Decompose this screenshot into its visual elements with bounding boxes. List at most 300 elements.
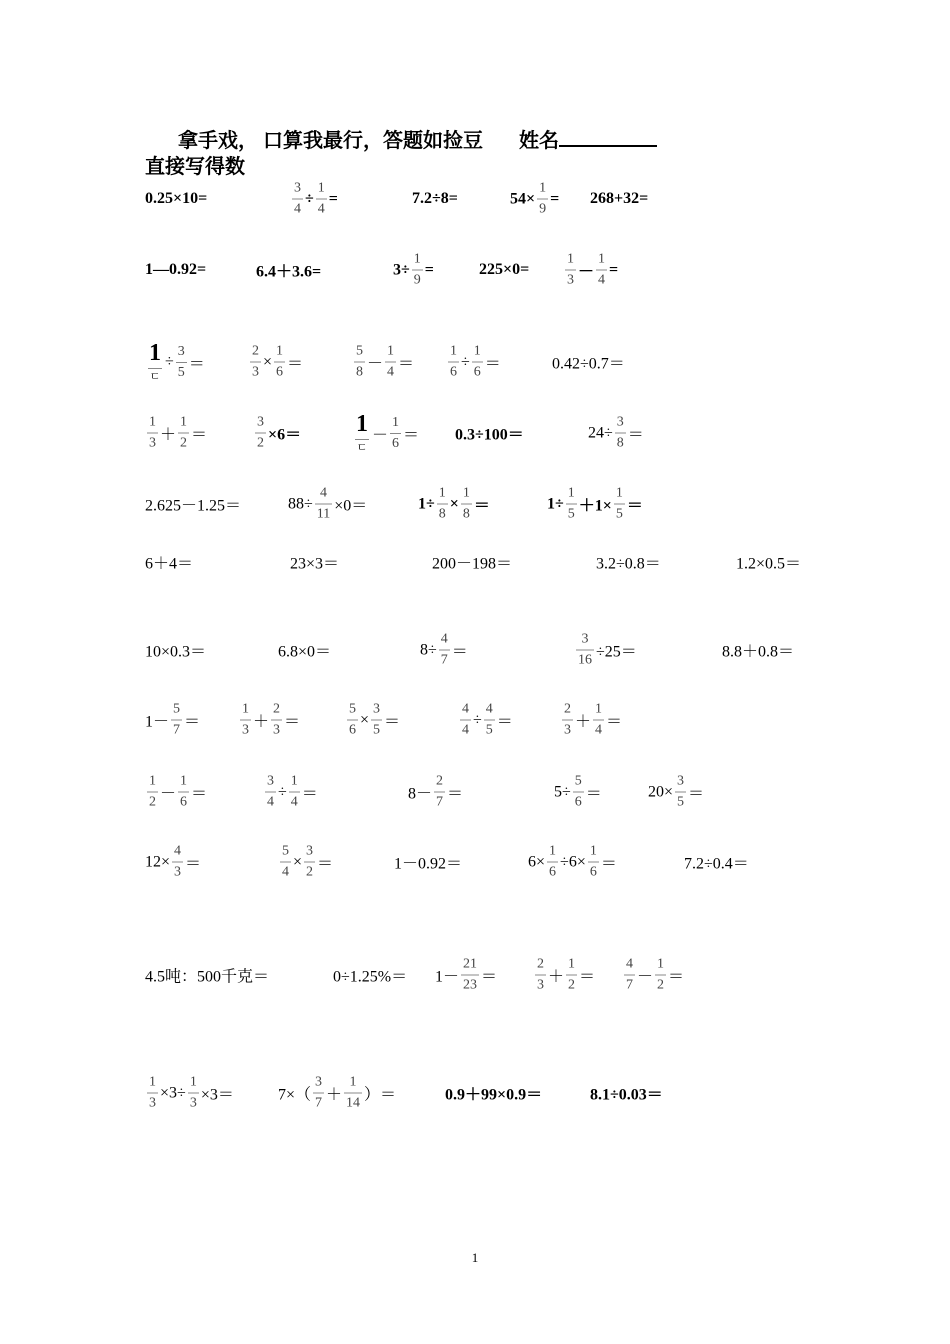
fraction-numerator: 1 (290, 773, 298, 789)
math-problem (145, 639, 206, 662)
math-problem (533, 958, 595, 993)
fraction (566, 487, 577, 522)
fraction-denominator: 6 (178, 792, 189, 810)
expression-text: ＝ (473, 497, 490, 515)
math-problem (547, 487, 643, 522)
fraction (596, 253, 607, 288)
math-problem (552, 351, 625, 374)
expression-text: ＝ (184, 713, 201, 731)
fraction-denominator: 5 (566, 504, 577, 522)
fraction (562, 703, 573, 738)
fraction (437, 487, 448, 522)
expression-text: ＝ (688, 785, 705, 803)
math-problem (394, 851, 462, 874)
fraction-numerator: 3 (616, 414, 624, 430)
fraction (280, 845, 291, 880)
expression-text: 5÷ (554, 783, 571, 800)
math-problem (145, 775, 207, 810)
fraction-numerator: 1 (657, 956, 665, 972)
math-problem (352, 412, 419, 454)
expression-text: 8－ (408, 785, 433, 803)
fraction-numerator: 1 (595, 701, 603, 717)
math-problem (345, 703, 400, 738)
expression-text: 268+32= (590, 190, 649, 207)
fraction (535, 958, 546, 993)
expression-text: ＋ (326, 1086, 343, 1104)
expression-text: 1÷ (418, 495, 435, 512)
fraction (565, 253, 576, 288)
expression-text: 0.3÷100＝ (455, 426, 524, 444)
math-problem (563, 253, 618, 288)
math-problem (446, 345, 501, 380)
expression-text: ＋ (160, 426, 177, 444)
fraction-numerator: 2 (537, 956, 544, 972)
expression-text: 3.2÷0.8＝ (596, 555, 661, 573)
expression-text: ＝ (287, 355, 304, 373)
fraction-numerator: 1 (149, 414, 156, 430)
expression-text: 12× (145, 853, 171, 870)
fraction-denominator: 3 (250, 362, 261, 380)
fraction-denominator: 2 (566, 975, 577, 993)
fraction-numerator: 2 (436, 773, 444, 789)
fraction-denominator: 3 (535, 975, 546, 993)
expression-text: 20× (648, 783, 674, 800)
fraction (147, 341, 163, 383)
expression-text: ÷6× (560, 853, 586, 870)
fraction-numerator: 1 (568, 956, 576, 972)
fraction-denominator: 4 (593, 720, 604, 738)
fraction-denominator: 8 (437, 504, 448, 522)
expression-text: ＝ (284, 713, 301, 731)
fraction-denominator: ㄷ (355, 439, 370, 454)
expression-text: 8.8＋0.8＝ (722, 643, 795, 661)
fraction-numerator: 3 (177, 343, 185, 359)
expression-text: = (609, 261, 619, 278)
math-problem (445, 1082, 542, 1105)
fraction-numerator: 1 (567, 485, 575, 501)
fraction-denominator: 4 (596, 270, 607, 288)
fraction (313, 1076, 324, 1111)
expression-text: 200－198＝ (432, 555, 513, 573)
expression-text: = (550, 190, 560, 207)
fraction-denominator: 6 (573, 792, 584, 810)
expression-text: 7.2÷8= (412, 190, 458, 207)
fraction (255, 416, 266, 451)
fraction (344, 1076, 362, 1111)
expression-text: ＝ (301, 785, 318, 803)
expression-text: ＝ (398, 355, 415, 373)
expression-text: 1÷ (547, 495, 564, 512)
fraction-denominator: 7 (171, 720, 182, 738)
math-problem (722, 639, 794, 662)
expression-text: ＝ (403, 426, 420, 444)
fraction (460, 703, 471, 738)
fraction-denominator: 16 (576, 650, 594, 668)
math-problem (145, 341, 205, 383)
fraction-denominator: 5 (614, 504, 625, 522)
fraction (484, 703, 495, 738)
expression-text: = (328, 190, 338, 207)
fraction-numerator: 1 (413, 251, 421, 267)
math-problem (408, 775, 463, 810)
expression-text: 3÷ (393, 261, 410, 278)
math-problem (238, 703, 300, 738)
section-heading: 直接写得数 (145, 156, 245, 178)
fraction-numerator: 1 (462, 485, 470, 501)
expression-text: 7×（ (278, 1086, 312, 1104)
expression-text: ＝ (484, 355, 501, 373)
fraction (354, 345, 365, 380)
fraction (390, 416, 401, 451)
math-problem (554, 775, 602, 810)
fraction-numerator: 1 (349, 1074, 357, 1090)
expression-text: 24÷ (588, 424, 613, 441)
fraction (315, 487, 332, 522)
math-problem (574, 633, 637, 668)
fraction-numerator: 5 (574, 773, 582, 789)
math-problem (263, 775, 318, 810)
fraction (412, 253, 423, 288)
fraction-denominator: 6 (274, 362, 285, 380)
fraction-denominator: 3 (565, 270, 576, 288)
fraction-denominator: 4 (460, 720, 471, 738)
fraction-denominator: 3 (147, 1093, 158, 1111)
math-problem (145, 493, 241, 516)
expression-text: ＝ (451, 643, 468, 661)
fraction-denominator: 23 (461, 975, 479, 993)
math-problem (278, 845, 333, 880)
expression-text: 6.4＋3.6= (256, 263, 322, 281)
math-problem (435, 958, 497, 993)
math-problem (412, 190, 458, 208)
fraction-numerator: 1 (317, 180, 325, 196)
fraction-denominator: 14 (344, 1093, 362, 1111)
fraction (188, 1076, 199, 1111)
fraction-denominator: 8 (354, 362, 365, 380)
expression-text: 1－ (145, 713, 170, 731)
fraction-denominator: 4 (385, 362, 396, 380)
fraction-numerator: 4 (320, 485, 328, 501)
math-problem (248, 345, 303, 380)
fraction-denominator: 8 (615, 433, 626, 451)
expression-text: ＝ (600, 855, 617, 873)
expression-text: 225×0= (479, 261, 530, 278)
fraction-numerator: 4 (440, 631, 448, 647)
fraction-denominator: 6 (472, 362, 483, 380)
fraction (172, 845, 183, 880)
expression-text: 0.42÷0.7＝ (552, 355, 625, 373)
expression-text: 88÷ (288, 495, 313, 512)
fraction-numerator: 4 (626, 956, 633, 972)
fraction-denominator: 4 (280, 862, 291, 880)
fraction (472, 345, 483, 380)
fraction-denominator: 7 (434, 792, 445, 810)
fraction-denominator: 6 (390, 433, 401, 451)
math-problem (145, 845, 201, 880)
expression-text: × (293, 853, 303, 870)
math-problem (145, 964, 269, 987)
fraction-numerator: 1 (392, 414, 400, 430)
expression-text: ÷ (305, 190, 314, 207)
math-problem (145, 261, 206, 279)
name-label: 姓名 (519, 130, 559, 152)
fraction (240, 703, 251, 738)
math-problem (352, 345, 414, 380)
fraction-denominator: 6 (448, 362, 459, 380)
expression-text: ÷ (473, 711, 482, 728)
expression-text: ×6＝ (268, 426, 302, 444)
math-problem (145, 416, 207, 451)
fraction-numerator: 1 (180, 773, 188, 789)
math-problem (253, 416, 301, 451)
expression-text: × (449, 495, 459, 512)
fraction-numerator: 1 (438, 485, 446, 501)
expression-text: × (360, 711, 370, 728)
fraction (566, 958, 577, 993)
fraction-numerator: 5 (356, 343, 363, 359)
fraction-numerator: 1 (567, 251, 574, 267)
math-problem (145, 551, 193, 574)
fraction-denominator: 4 (292, 199, 303, 217)
expression-text: － (160, 785, 177, 803)
expression-text: － (578, 263, 595, 281)
worksheet-title (178, 124, 657, 153)
expression-text: ÷25＝ (596, 643, 637, 661)
fraction-denominator: 7 (313, 1093, 324, 1111)
expression-text: ＝ (579, 968, 596, 986)
expression-text: ＝ (585, 785, 602, 803)
fraction (171, 703, 182, 738)
fraction (588, 845, 599, 880)
expression-text: ＝ (188, 355, 205, 373)
fraction-denominator: 5 (371, 720, 382, 738)
expression-text: ＝ (496, 713, 513, 731)
expression-text: 6.8×0＝ (278, 643, 332, 661)
math-problem (145, 190, 207, 208)
expression-text: ＝ (185, 855, 202, 873)
fraction-numerator: 4 (485, 701, 493, 717)
expression-text: ＋ (575, 713, 592, 731)
fraction-numerator: 1 (549, 843, 557, 859)
expression-text: 0÷1.25%＝ (333, 968, 408, 986)
expression-text: ＝ (384, 713, 401, 731)
fraction-denominator: 2 (304, 862, 315, 880)
fraction-denominator: 2 (178, 433, 189, 451)
fraction-denominator: 5 (484, 720, 495, 738)
expression-text: ）＝ (364, 1086, 397, 1104)
expression-text: ×3÷ (160, 1084, 186, 1101)
fraction (461, 487, 472, 522)
expression-text: ＝ (627, 426, 644, 444)
math-problem (736, 551, 801, 574)
fraction-denominator: 3 (147, 433, 158, 451)
expression-text: 6× (528, 853, 546, 870)
expression-text: ＋ (253, 713, 270, 731)
math-problem (479, 261, 529, 279)
fraction-numerator: 1 (180, 414, 188, 430)
fraction-numerator: 2 (273, 701, 281, 717)
fraction-numerator: 3 (315, 1074, 323, 1090)
fraction-denominator: 2 (255, 433, 266, 451)
math-problem (145, 703, 200, 738)
fraction-denominator: 9 (537, 199, 548, 217)
fraction (547, 845, 558, 880)
fraction-denominator: 4 (265, 792, 276, 810)
fraction-numerator: 5 (282, 843, 289, 859)
expression-text: ＝ (481, 968, 498, 986)
math-problem (648, 775, 704, 810)
fraction-denominator: 3 (240, 720, 251, 738)
fraction (434, 775, 445, 810)
fraction (385, 345, 396, 380)
expression-text: 23×3＝ (290, 555, 340, 573)
fraction (178, 775, 189, 810)
math-problem (684, 851, 749, 874)
fraction (576, 633, 594, 668)
fraction (537, 182, 548, 217)
math-problem (622, 958, 684, 993)
expression-text: ÷ (165, 353, 174, 370)
fraction-numerator: 4 (462, 701, 469, 717)
fraction (178, 416, 189, 451)
fraction-numerator: 3 (373, 701, 381, 717)
math-problem (290, 551, 339, 574)
fraction-denominator: 3 (562, 720, 573, 738)
expression-text: 2.625－1.25＝ (145, 497, 242, 515)
math-problem (588, 416, 644, 451)
fraction-numerator: 1 (473, 343, 481, 359)
title-text: 拿手戏， 口算我最行，答题如捡豆 (178, 130, 483, 152)
fraction (655, 958, 666, 993)
fraction (176, 345, 187, 380)
fraction-denominator: 9 (412, 270, 423, 288)
fraction-denominator: 6 (588, 862, 599, 880)
math-problem (590, 190, 648, 208)
fraction (354, 412, 370, 454)
expression-text: 0.25×10= (145, 190, 208, 207)
expression-text: ＝ (191, 785, 208, 803)
fraction (316, 182, 327, 217)
fraction-denominator: 4 (289, 792, 300, 810)
fraction (675, 775, 686, 810)
expression-text: ×3＝ (200, 1086, 234, 1104)
math-problem (333, 964, 407, 987)
fraction-numerator: 3 (267, 773, 274, 789)
fraction-numerator: 3 (677, 773, 685, 789)
math-problem (510, 182, 559, 217)
fraction-denominator: 3 (172, 862, 183, 880)
expression-text: = (424, 261, 434, 278)
fraction-numerator: 1 (589, 843, 597, 859)
fraction-numerator: 3 (294, 180, 301, 196)
expression-text: 1－0.92＝ (394, 855, 463, 873)
page-number: 1 (471, 1250, 479, 1265)
fraction-numerator: 1 (189, 1074, 197, 1090)
expression-text: － (372, 426, 389, 444)
math-problem (418, 487, 490, 522)
fraction-denominator: 2 (655, 975, 666, 993)
fraction-denominator: 3 (271, 720, 282, 738)
fraction-numerator: 21 (463, 956, 478, 972)
fraction-denominator: 2 (147, 792, 158, 810)
fraction-numerator: 1 (149, 773, 156, 789)
fraction-denominator: 7 (439, 650, 450, 668)
fraction (593, 703, 604, 738)
fraction-denominator: 6 (547, 862, 558, 880)
fraction-numerator: 5 (349, 701, 356, 717)
fraction-denominator: 11 (315, 504, 332, 522)
expression-text: ×0＝ (334, 497, 368, 515)
fraction (347, 703, 358, 738)
fraction-denominator: 5 (675, 792, 686, 810)
fraction-numerator: 1 (276, 343, 284, 359)
fraction-denominator: 6 (347, 720, 358, 738)
fraction-numerator: 2 (564, 701, 571, 717)
fraction (615, 416, 626, 451)
expression-text: 1－ (435, 968, 460, 986)
fraction (292, 182, 303, 217)
fraction-numerator: 1 (149, 1074, 156, 1090)
fraction (371, 703, 382, 738)
math-problem (590, 1082, 663, 1105)
expression-text: ＝ (626, 497, 643, 515)
fraction (250, 345, 261, 380)
fraction (265, 775, 276, 810)
fraction (147, 1076, 158, 1111)
math-problem (432, 551, 512, 574)
expression-text: － (367, 355, 384, 373)
expression-text: 6＋4＝ (145, 555, 194, 573)
math-problem (596, 551, 661, 574)
math-problem (256, 259, 321, 282)
math-problem (455, 422, 524, 445)
expression-text: ＋1× (578, 497, 612, 515)
fraction-numerator: 2 (252, 343, 259, 359)
fraction-numerator: 1 (356, 411, 368, 437)
fraction-numerator: 1 (149, 340, 161, 366)
expression-text: 7.2÷0.4＝ (684, 855, 749, 873)
fraction-denominator: 7 (624, 975, 635, 993)
fraction (573, 775, 584, 810)
fraction-numerator: 5 (173, 701, 181, 717)
fraction-numerator: 4 (174, 843, 182, 859)
math-problem (278, 639, 331, 662)
expression-text: 4.5吨：500千克＝ (145, 968, 270, 986)
fraction (274, 345, 285, 380)
expression-text: ÷ (278, 783, 287, 800)
expression-text: ＋ (548, 968, 565, 986)
fraction-numerator: 1 (450, 343, 457, 359)
fraction-numerator: 1 (598, 251, 606, 267)
expression-text: ＝ (191, 426, 208, 444)
expression-text: － (637, 968, 654, 986)
fraction (439, 633, 450, 668)
fraction-numerator: 1 (615, 485, 623, 501)
fraction-denominator: 8 (461, 504, 472, 522)
fraction-numerator: 3 (581, 631, 589, 647)
name-blank-line[interactable] (559, 127, 657, 147)
expression-text: × (263, 353, 273, 370)
fraction (614, 487, 625, 522)
math-problem (278, 1076, 396, 1111)
math-problem (393, 253, 434, 288)
math-problem (458, 703, 513, 738)
fraction-numerator: 1 (242, 701, 249, 717)
math-problem (560, 703, 622, 738)
expression-text: 8÷ (420, 641, 437, 658)
expression-text: ＝ (668, 968, 685, 986)
math-problem (145, 1076, 234, 1111)
